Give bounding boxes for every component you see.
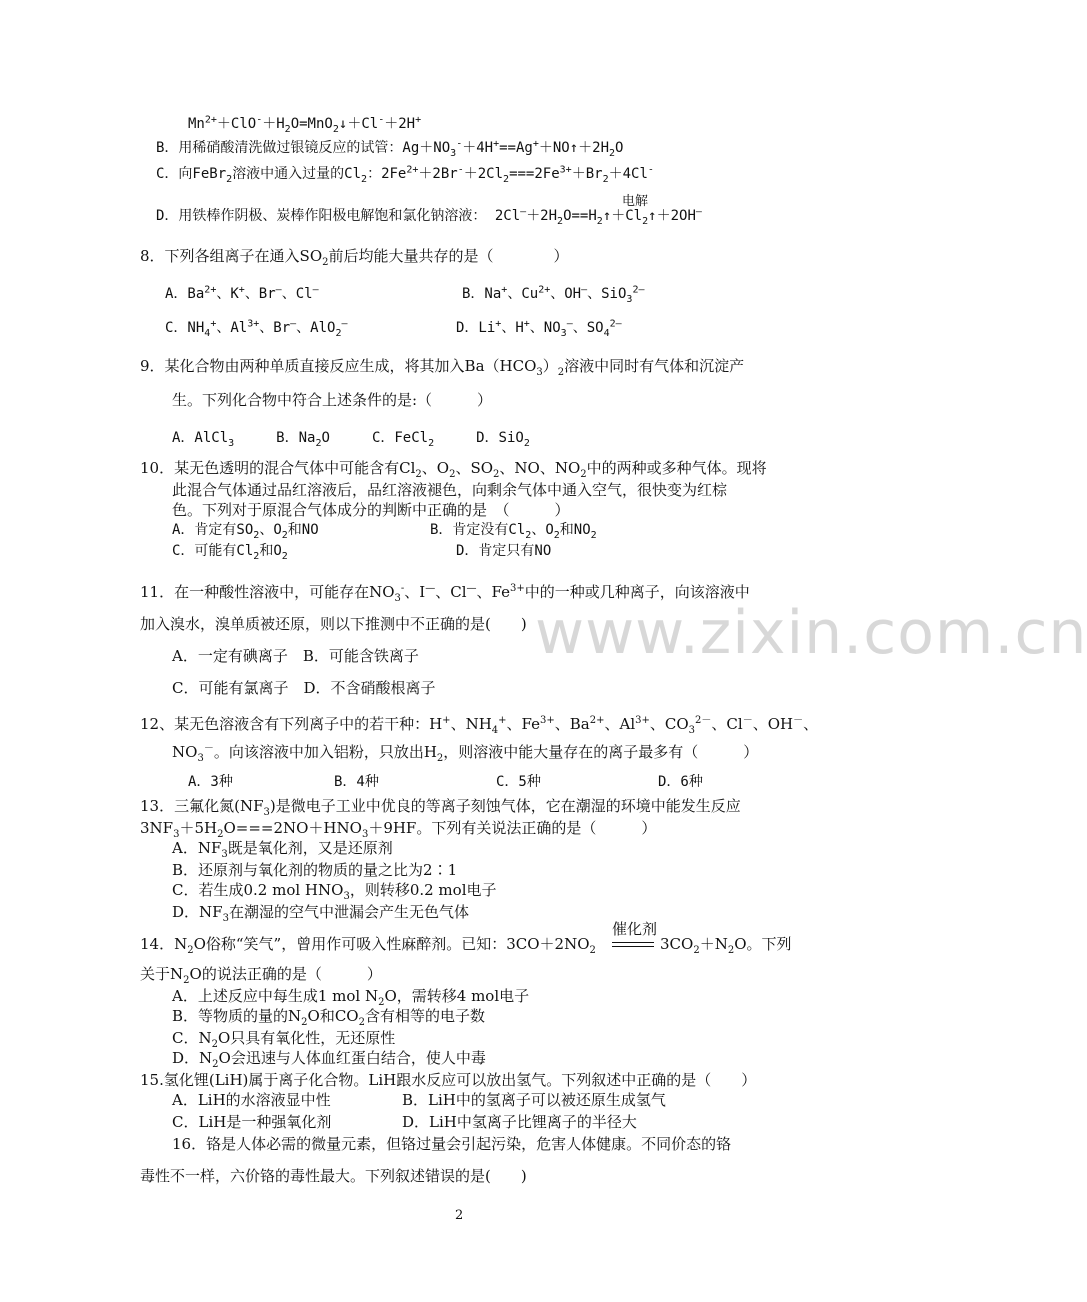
q10-option-d: D．肯定只有NO: [456, 543, 552, 559]
q14-catalyst-label: 催化剂: [612, 920, 658, 938]
q14-option-d: D．$N_2O$会迅速与人体血红蛋白结合，使人中毒: [172, 1049, 486, 1070]
q14-stem-line2: 关于$N_2O$的说法正确的是（ ）: [140, 965, 382, 986]
q14-equals-arrow: [612, 942, 654, 947]
q8-option-b: B．Na+、$Cu^{2+}$、OH—、SiO$_3^{2—}$: [462, 284, 645, 305]
q15-option-b: B．LiH中的氢离子可以被还原生成氢气: [402, 1091, 666, 1109]
q12-option-c: C．5种: [496, 774, 541, 790]
q10-option-a: A．肯定有$SO_2$、$O_2$和NO: [172, 522, 319, 541]
q14-option-c: C．$N_2O$只具有氧化性，无还原性: [172, 1029, 396, 1050]
q9-stem-line2: 生。下列化合物中符合上述条件的是:（ ）: [172, 391, 493, 409]
q11-options-ab: A．一定有碘离子 B．可能含铁离子: [172, 647, 419, 665]
q13-option-a: A．$NF_3$既是氧化剂，又是还原剂: [172, 839, 393, 860]
q12-option-d: D．6种: [658, 774, 703, 790]
q9-options: A．AlCl$_3$ B．$Na_2O$ C．FeCl$_2$ D．SiO$_2$: [172, 430, 530, 449]
q8-option-d: D．Li+、H+、$NO_3^—$、$SO_4^{2—}$: [456, 318, 622, 339]
q12-option-a: A．3种: [188, 774, 233, 790]
q15-option-c: C．LiH是一种强氧化剂: [172, 1113, 332, 1131]
q14-stem-line1b: $3CO_2+N_2O$。下列: [660, 935, 792, 956]
q14-option-a: A．上述反应中每生成1 mol $N_2O$，需转移4 mol电子: [172, 987, 530, 1008]
q10-stem-line1: 10．某无色透明的混合气体中可能含有$Cl_2$、$O_2$、$SO_2$、NO、$NO_2$中的两种或多种气体。现将: [140, 459, 767, 480]
watermark: www.zixin.com.cn: [535, 598, 1087, 668]
q16-stem-line2: 毒性不一样，六价铬的毒性最大。下列叙述错误的是( ): [140, 1167, 527, 1185]
q15-option-d: D．LiH中氢离子比锂离子的半径大: [402, 1113, 637, 1131]
q11-stem-line1: 11．在一种酸性溶液中，可能存在$NO_3^-$、I—、Cl—、$Fe^{3+}$中的一种或几种离子，向该溶液中: [140, 583, 750, 604]
q10-option-b: B．肯定没有$Cl_2$、$O_2$和$NO_2$: [430, 522, 597, 541]
q10-stem-line3: 色。下列对于原混合气体成分的判断中正确的是 （ ）: [172, 501, 570, 519]
q7-option-b: B．用稀硝酸清洗做过银镜反应的试管：$Ag+NO_3^-+4H^+==Ag^++NO↑+2H_2O$: [156, 138, 624, 159]
q10-stem-line2: 此混合气体通过品红溶液后，品红溶液褪色，向剩余气体中通入空气，很快变为红棕: [172, 481, 728, 499]
q11-stem-line2: 加入溴水，溴单质被还原，则以下推测中不正确的是( ): [140, 615, 527, 633]
q11-options-cd: C．可能有氯离子 D．不含硝酸根离子: [172, 679, 436, 697]
q13-stem-line2: $3NF_3+5H_2O===2NO+HNO_3+9HF$。下列有关说法正确的是（ ）: [140, 819, 657, 840]
q8-option-c: C．$NH_4^+$、$Al^{3+}$、Br—、AlO$_2$—: [165, 318, 348, 339]
q9-stem-line1: 9．某化合物由两种单质直接反应生成，将其加入$Ba(HCO_3)_2$溶液中同时有气体和沉淀产: [140, 357, 745, 378]
page-number: 2: [455, 1208, 464, 1223]
q13-option-b: B．还原剂与氧化剂的物质的量之比为2∶1: [172, 861, 458, 879]
q14-option-b: B．等物质的量的$N_2O$和$CO_2$含有相等的电子数: [172, 1007, 485, 1028]
q7-option-c: C．向FeBr$_2$溶液中通入过量的$Cl_2$：$2Fe^{2+}+2Br^-+2Cl_2===2Fe^{3+}+Br_2+4Cl^-$: [156, 164, 654, 185]
q13-option-c: C．若生成0.2 mol $HNO_3$，则转移0.2 mol电子: [172, 881, 497, 902]
q12-stem-line2: $NO_3^-$。向该溶液中加入铝粉，只放出$H_2$，则溶液中能大量存在的离子最多有（ ）: [172, 743, 759, 764]
q15-option-a: A．LiH的水溶液显中性: [172, 1091, 331, 1109]
q12-option-b: B．4种: [334, 774, 379, 790]
q7-option-d: D．用铁棒作阴极、炭棒作阳极电解饱和氯化钠溶液： $2Cl^—+2H_2O==H_2↑+Cl_2↑+2OH^—$: [156, 206, 702, 227]
q15-stem: 15.氢化锂(LiH)属于离子化合物。LiH跟水反应可以放出氢气。下列叙述中正确的是（ ）: [140, 1071, 757, 1089]
q8-option-a: A．$Ba^{2+}$、K+、Br—、Cl—: [165, 284, 319, 302]
q7-continuation: $Mn^{2+}+ClO^-+H_2O=MnO_2↓+Cl^-+2H^+$: [188, 114, 422, 135]
q10-option-c: C．可能有$Cl_2$和$O_2$: [172, 543, 288, 562]
q13-stem-line1: 13．三氟化氮$(NF_3)$是微电子工业中优良的等离子刻蚀气体，它在潮湿的环境中能发生反应: [140, 797, 741, 818]
q8-stem: 8．下列各组离子在通入$SO_2$前后均能大量共存的是（ ）: [140, 247, 569, 268]
q14-stem-line1a: 14．$N_2O$俗称“笑气”，曾用作可吸入性麻醉剂。已知：$3CO+2NO_2$: [140, 935, 596, 956]
q7-electrolysis-label: 电解: [622, 194, 649, 209]
q16-stem-line1: 16．铬是人体必需的微量元素，但铬过量会引起污染，危害人体健康。不同价态的铬: [172, 1135, 732, 1153]
q13-option-d: D．$NF_3$在潮湿的空气中泄漏会产生无色气体: [172, 903, 469, 924]
q12-stem-line1: 12、某无色溶液含有下列离子中的若干种：H+、$NH_4^+$、$Fe^{3+}$、$Ba^{2+}$、$Al^{3+}$、$CO_3^{2-}$、Cl－、OH－、: [140, 715, 819, 736]
